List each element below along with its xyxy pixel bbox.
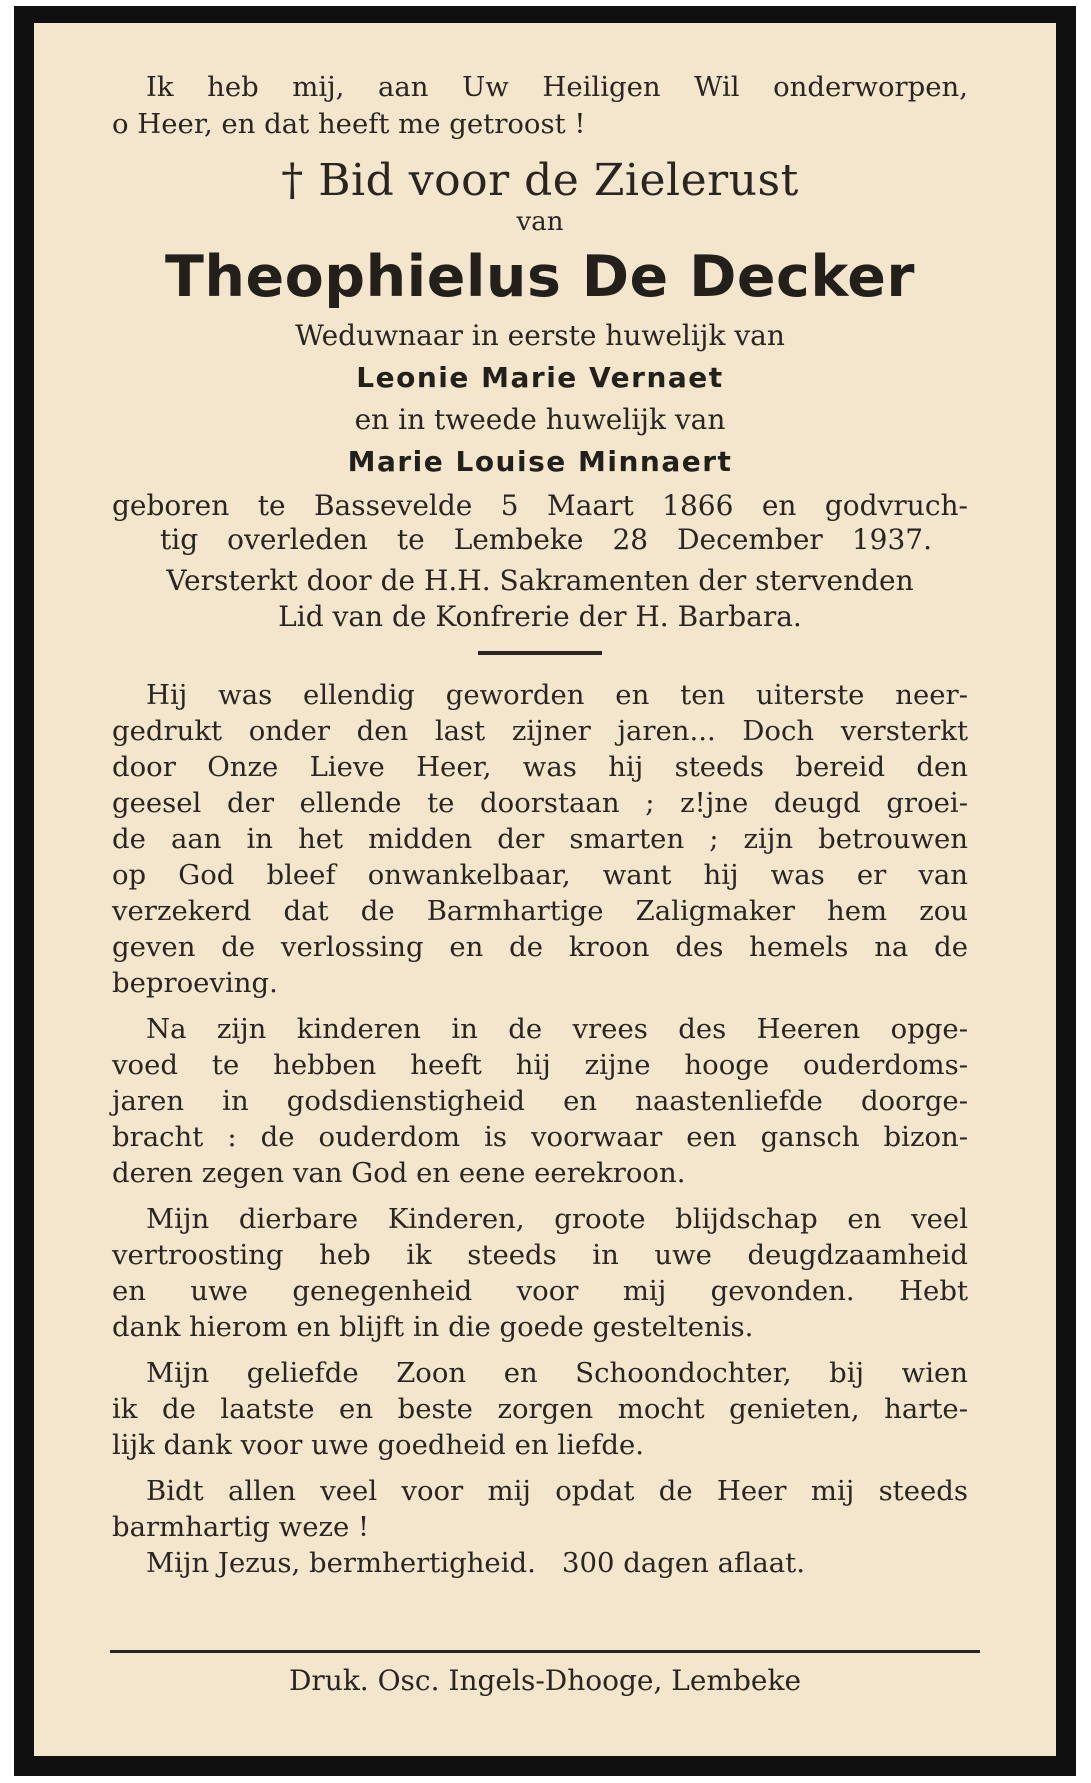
opening-verse — [112, 69, 968, 143]
paragraph-last-line: deren zegen van God en eene eerekroon. — [112, 1157, 686, 1189]
death-line: tig overleden te Lembeke 28 December 1937. — [160, 523, 932, 556]
paragraph-line: geesel der ellende te doorstaan ; z!jne deugd groei- — [112, 787, 968, 819]
van-label: van — [516, 207, 564, 237]
body-paragraph — [112, 1011, 968, 1191]
paragraph-line: bracht : de ouderdom is voorwaar een gansch bizon- — [112, 1121, 968, 1153]
body-paragraph — [112, 1473, 968, 1545]
paragraph-line: de aan in het midden der smarten ; zijn betrouwen — [112, 823, 968, 855]
paragraph-line: Mijn dierbare Kinderen, groote blijdschap en veel — [146, 1203, 968, 1235]
paragraph-line: Na zijn kinderen in de vrees des Heeren opge- — [146, 1013, 968, 1045]
paragraph-line: vertroosting heb ik steeds in uwe deugdzaamheid — [112, 1239, 968, 1271]
paragraph-line: gedrukt onder den last zijner jaren... Doch versterkt — [112, 715, 968, 747]
paragraph-line: Bidt allen veel voor mij opdat de Heer mij steeds — [146, 1475, 968, 1507]
paragraph-line: Mijn geliefde Zoon en Schoondochter, bij wien — [146, 1357, 968, 1389]
body-paragraph — [112, 1201, 968, 1345]
paragraph-line: ik de laatste en beste zorgen mocht genieten, harte- — [112, 1393, 968, 1425]
paragraph-line: voed te hebben heeft hij zijne hooge ouderdoms- — [112, 1049, 968, 1081]
paragraph-line: geven de verlossing en de kroon des hemels na de — [112, 931, 968, 963]
body-paragraph — [112, 1355, 968, 1463]
card-content — [112, 69, 968, 1581]
deceased-name: Theophielus De Decker — [165, 244, 915, 310]
paragraph-line: op God bleef onwankelbaar, want hij was er van — [112, 859, 968, 891]
first-spouse-name: Leonie Marie Vernaet — [356, 361, 724, 394]
second-marriage-label: en in tweede huwelijk van — [354, 403, 726, 436]
footer-rule — [110, 1650, 980, 1653]
paragraph-line: door Onze Lieve Heer, was hij steeds bereid den — [112, 751, 968, 783]
birth-death-info — [112, 489, 968, 557]
indulgence-text: Mijn Jezus, bermhertigheid. 300 dagen aflaat. — [146, 1547, 805, 1579]
sacraments-line: Versterkt door de H.H. Sakramenten der stervenden — [166, 564, 914, 597]
indulgence-line — [112, 1545, 968, 1581]
paragraph-line: verzekerd dat de Barmhartige Zaligmaker hem zou — [112, 895, 968, 927]
body-paragraph — [112, 677, 968, 1001]
memorial-card — [14, 6, 1076, 1776]
body-paragraphs — [112, 677, 968, 1545]
paragraph-last-line: dank hierom en blijft in die goede gesteltenis. — [112, 1311, 754, 1343]
paragraph-last-line: beproeving. — [112, 967, 278, 999]
first-marriage-label: Weduwnaar in eerste huwelijk van — [295, 319, 785, 352]
paragraph-last-line: barmhartig weze ! — [112, 1511, 370, 1543]
confraternity-line: Lid van de Konfrerie der H. Barbara. — [278, 600, 802, 633]
second-spouse-name: Marie Louise Minnaert — [347, 445, 733, 478]
paragraph-line: jaren in godsdienstigheid en naastenliefde doorge- — [112, 1085, 968, 1117]
paragraph-line: en uwe genegenheid voor mij gevonden. Hebt — [112, 1275, 968, 1307]
paragraph-last-line: lijk dank voor uwe goedheid en liefde. — [112, 1429, 644, 1461]
opening-line-2: o Heer, en dat heeft me getroost ! — [112, 108, 586, 140]
section-divider — [478, 651, 602, 655]
birth-line: geboren te Bassevelde 5 Maart 1866 en godvruch- — [112, 489, 968, 522]
pray-heading: † Bid voor de Zielerust — [281, 155, 799, 206]
sacraments-info — [112, 563, 968, 635]
paragraph-line: Hij was ellendig geworden en ten uiterste neer- — [146, 679, 968, 711]
opening-line-1: Ik heb mij, aan Uw Heiligen Wil onderworpen, — [146, 71, 968, 103]
printer-credit: Druk. Osc. Ingels-Dhooge, Lembeke — [288, 1664, 802, 1697]
card-paper — [34, 23, 1056, 1756]
